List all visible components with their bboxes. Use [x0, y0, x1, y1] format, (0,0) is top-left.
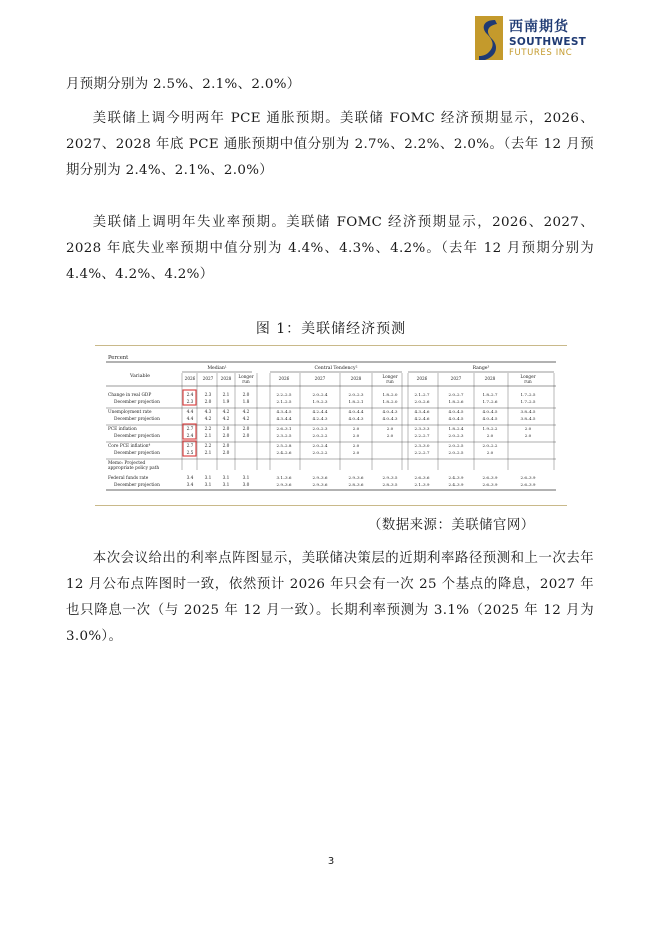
- longer-run-header-central: Longer: [382, 374, 398, 379]
- median-cell-2-3: 4.2: [242, 410, 250, 415]
- paragraph-unemployment: 美联储上调明年失业率预期。美联储 FOMC 经济预期显示，2026、2027、2028 年底失业率预期中值分别为 4.4%、4.3%、4.2%。（去年 12 月预期分别为 4.4%、4.2%、4.2%）: [66, 215, 594, 282]
- median-cell-2-2: 4.2: [222, 410, 230, 415]
- row-label-8: Memo: Projected: [108, 461, 146, 466]
- logo-chinese-name: 西南期货: [509, 19, 569, 35]
- range-cell-0-2: 1.8–2.7: [482, 392, 498, 397]
- row-label-5: December projection: [114, 434, 160, 439]
- median-cell-6-2: 2.0: [222, 444, 230, 449]
- range-cell-3-3: 3.8–4.5: [520, 416, 536, 421]
- central-cell-5-3: 2.0: [386, 433, 394, 438]
- median-cell-2-1: 4.3: [204, 410, 212, 415]
- median-cell-10-3: 3.1: [242, 476, 250, 481]
- median-cell-11-0: 3.4: [186, 483, 194, 488]
- range-cell-1-0: 2.0–2.6: [414, 399, 430, 404]
- range-cell-5-0: 2.2–2.7: [414, 433, 430, 438]
- median-cell-4-2: 2.0: [222, 427, 230, 432]
- median-cell-11-1: 3.1: [204, 483, 212, 488]
- range-cell-5-2: 2.0: [486, 433, 494, 438]
- row-label-11: December projection: [114, 483, 160, 488]
- group-header-central-tendency: Central Tendency²: [314, 366, 358, 371]
- paragraph-pce-inflation: 美联储上调今明两年 PCE 通胀预期。美联储 FOMC 经济预期显示，2026、2027、2028 年底 PCE 通胀预期中值分别为 2.7%、2.2%、2.0%。（去年 12 月预期分别为 2.4%、2.1%、2.0%）: [66, 111, 594, 178]
- median-cell-0-3: 2.0: [242, 393, 250, 398]
- central-cell-11-0: 2.9–3.6: [276, 482, 292, 487]
- central-cell-6-1: 2.0–2.4: [312, 443, 328, 448]
- median-cell-3-0: 4.4: [186, 417, 194, 422]
- group-header-median: Median¹: [207, 366, 227, 371]
- median-cell-11-3: 3.0: [242, 483, 250, 488]
- figure-bottom-rule: [95, 505, 567, 506]
- central-cell-3-3: 4.0–4.3: [382, 416, 398, 421]
- longer-run-header-median-2: run: [242, 379, 250, 384]
- variable-header: Variable: [129, 374, 151, 379]
- central-cell-10-3: 2.9–3.5: [382, 475, 398, 480]
- central-cell-5-2: 2.0: [352, 433, 360, 438]
- central-cell-2-0: 4.3–4.5: [276, 409, 292, 414]
- median-cell-4-1: 2.2: [204, 427, 212, 432]
- range-cell-4-2: 1.9–2.2: [482, 426, 498, 431]
- figure-source: （数据来源：美联储官网）: [368, 518, 535, 533]
- range-cell-1-2: 1.7–2.6: [482, 399, 498, 404]
- median-cell-4-3: 2.0: [242, 427, 250, 432]
- median-cell-10-0: 3.4: [186, 476, 194, 481]
- central-cell-11-1: 2.9–3.6: [312, 482, 328, 487]
- central-cell-6-0: 2.5–2.8: [276, 443, 292, 448]
- central-cell-0-0: 2.2–2.5: [276, 392, 292, 397]
- range-cell-7-2: 2.0: [486, 450, 494, 455]
- projections-table-svg: [100, 352, 562, 500]
- range-cell-1-3: 1.7–2.5: [520, 399, 536, 404]
- range-cell-6-2: 2.0–2.2: [482, 443, 498, 448]
- longer-run-header-range-2: run: [524, 379, 532, 384]
- row-label-3: December projection: [114, 417, 160, 422]
- southwest-futures-logo-icon: [475, 16, 503, 60]
- range-cell-3-2: 4.0–4.5: [482, 416, 498, 421]
- median-cell-7-0: 2.5: [186, 451, 194, 456]
- central-cell-2-1: 4.2–4.4: [312, 409, 328, 414]
- range-cell-7-0: 2.2–2.7: [414, 450, 430, 455]
- central-cell-7-1: 2.0–2.2: [312, 450, 328, 455]
- median-cell-7-2: 2.0: [222, 451, 230, 456]
- row-label-9: appropriate policy path: [108, 466, 160, 471]
- paragraph-dot-plot: 本次会议给出的利率点阵图显示，美联储决策层的近期利率路径预测和上一次去年 12 月公布点阵图时一致，依然预计 2026 年只会有一次 25 个基点的降息，2027 年也只降息一次（与 2025 年 12 月一致）。长期利率预测为 3.1%（2025 年 12 月为 3.0%）。: [66, 551, 594, 644]
- figure-top-rule: [95, 345, 567, 346]
- median-cell-1-3: 1.8: [242, 400, 250, 405]
- central-cell-7-2: 2.0: [352, 450, 360, 455]
- row-label-6: Core PCE inflation⁴: [108, 444, 151, 449]
- median-cell-6-1: 2.2: [204, 444, 212, 449]
- median-cell-6-0: 2.7: [186, 444, 194, 449]
- central-cell-4-1: 2.0–2.3: [312, 426, 328, 431]
- central-cell-0-3: 1.8–2.0: [382, 392, 398, 397]
- row-label-7: December projection: [114, 451, 160, 456]
- range-cell-2-0: 4.3–4.6: [414, 409, 430, 414]
- year-header-central-2028: 2028: [350, 376, 362, 381]
- range-cell-0-0: 2.1–2.7: [414, 392, 430, 397]
- paragraph-continued: 月预期分别为 2.5%、2.1%、2.0%）: [66, 77, 301, 92]
- central-cell-2-2: 4.0–4.4: [348, 409, 364, 414]
- median-cell-10-2: 3.1: [222, 476, 230, 481]
- range-cell-7-1: 2.0–2.5: [448, 450, 464, 455]
- median-cell-2-0: 4.4: [186, 410, 194, 415]
- range-cell-3-0: 4.2–4.6: [414, 416, 430, 421]
- range-cell-11-0: 2.1–3.9: [414, 482, 430, 487]
- median-cell-10-1: 3.1: [204, 476, 212, 481]
- central-cell-3-1: 4.2–4.3: [312, 416, 328, 421]
- year-header-central-2027: 2027: [314, 376, 326, 381]
- central-cell-11-2: 2.8–3.6: [348, 482, 364, 487]
- year-header-range-2026: 2026: [416, 376, 428, 381]
- range-cell-4-3: 2.0: [524, 426, 532, 431]
- range-cell-2-3: 3.8–4.5: [520, 409, 536, 414]
- median-cell-7-1: 2.1: [204, 451, 212, 456]
- range-cell-5-3: 2.0: [524, 433, 532, 438]
- range-cell-5-1: 2.0–2.3: [448, 433, 464, 438]
- median-cell-5-1: 2.1: [204, 434, 212, 439]
- central-cell-3-0: 4.3–4.4: [276, 416, 292, 421]
- range-cell-11-3: 2.6–3.9: [520, 482, 536, 487]
- longer-run-header-median: Longer: [238, 374, 254, 379]
- median-cell-3-1: 4.2: [204, 417, 212, 422]
- median-cell-3-3: 4.2: [242, 417, 250, 422]
- median-cell-1-0: 2.3: [186, 400, 194, 405]
- range-cell-6-0: 2.3–3.0: [414, 443, 430, 448]
- range-cell-10-2: 2.6–3.9: [482, 475, 498, 480]
- group-header-range: Range³: [472, 366, 490, 371]
- year-header-central-2026: 2026: [278, 376, 290, 381]
- median-cell-1-1: 2.0: [204, 400, 212, 405]
- range-cell-10-0: 2.6–3.6: [414, 475, 430, 480]
- central-cell-4-0: 2.6–3.1: [276, 426, 292, 431]
- year-header-range-2027: 2027: [450, 376, 462, 381]
- median-cell-5-3: 2.0: [242, 434, 250, 439]
- range-cell-6-1: 2.0–2.5: [448, 443, 464, 448]
- range-cell-2-2: 4.0–4.5: [482, 409, 498, 414]
- range-cell-4-1: 1.8–2.4: [448, 426, 464, 431]
- median-cell-5-2: 2.0: [222, 434, 230, 439]
- central-cell-1-3: 1.8–2.0: [382, 399, 398, 404]
- median-cell-1-2: 1.9: [222, 400, 230, 405]
- page-number: 3: [327, 856, 335, 867]
- central-cell-1-1: 1.9–2.3: [312, 399, 328, 404]
- range-cell-11-2: 2.6–3.9: [482, 482, 498, 487]
- range-cell-11-1: 2.4–3.9: [448, 482, 464, 487]
- row-label-10: Federal funds rate: [108, 476, 149, 481]
- central-cell-3-2: 4.0–4.3: [348, 416, 364, 421]
- central-cell-1-2: 1.8–2.1: [348, 399, 364, 404]
- figure-title: 图 1：美联储经济预测: [255, 321, 407, 337]
- range-cell-10-3: 2.6–3.9: [520, 475, 536, 480]
- median-cell-0-0: 2.4: [186, 393, 194, 398]
- central-cell-1-0: 2.1–2.5: [276, 399, 292, 404]
- company-logo: [475, 14, 585, 62]
- year-header-range-2028: 2028: [484, 376, 496, 381]
- central-cell-7-0: 2.4–2.6: [276, 450, 292, 455]
- central-cell-10-2: 2.9–3.6: [348, 475, 364, 480]
- range-cell-1-1: 1.8–2.6: [448, 399, 464, 404]
- central-cell-6-2: 2.0: [352, 443, 360, 448]
- median-cell-3-2: 4.2: [222, 417, 230, 422]
- row-label-0: Change in real GDP: [108, 393, 152, 398]
- central-cell-10-1: 2.9–3.6: [312, 475, 328, 480]
- central-cell-11-3: 2.8–3.5: [382, 482, 398, 487]
- range-cell-10-1: 2.4–3.9: [448, 475, 464, 480]
- median-cell-0-2: 2.1: [222, 393, 230, 398]
- year-header-median-2026: 2026: [184, 376, 196, 381]
- longer-run-header-range: Longer: [520, 374, 536, 379]
- central-cell-4-3: 2.0: [386, 426, 394, 431]
- year-header-median-2028: 2028: [220, 376, 232, 381]
- range-cell-3-1: 4.0–4.5: [448, 416, 464, 421]
- year-header-median-2027: 2027: [202, 376, 214, 381]
- central-cell-0-2: 2.0–2.3: [348, 392, 364, 397]
- table-caption: Percent: [108, 355, 129, 361]
- longer-run-header-central-2: run: [386, 379, 394, 384]
- logo-english-name: SOUTHWEST: [509, 36, 587, 48]
- central-cell-0-1: 2.0–2.4: [312, 392, 328, 397]
- row-label-2: Unemployment rate: [108, 410, 152, 415]
- economic-projections-table: [100, 352, 562, 500]
- range-cell-4-0: 2.3–3.3: [414, 426, 430, 431]
- row-label-1: December projection: [114, 400, 160, 405]
- central-cell-5-0: 2.3–2.5: [276, 433, 292, 438]
- median-cell-0-1: 2.3: [204, 393, 212, 398]
- range-cell-0-1: 2.0–2.7: [448, 392, 464, 397]
- logo-english-subname: FUTURES INC: [509, 48, 573, 58]
- central-cell-2-3: 4.0–4.3: [382, 409, 398, 414]
- central-cell-10-0: 3.1–3.6: [276, 475, 292, 480]
- range-cell-0-3: 1.7–2.5: [520, 392, 536, 397]
- range-cell-2-1: 4.0–4.5: [448, 409, 464, 414]
- median-cell-5-0: 2.4: [186, 434, 194, 439]
- central-cell-4-2: 2.0: [352, 426, 360, 431]
- median-cell-11-2: 3.1: [222, 483, 230, 488]
- central-cell-5-1: 2.0–2.2: [312, 433, 328, 438]
- row-label-4: PCE inflation: [108, 427, 137, 432]
- median-cell-4-0: 2.7: [186, 427, 194, 432]
